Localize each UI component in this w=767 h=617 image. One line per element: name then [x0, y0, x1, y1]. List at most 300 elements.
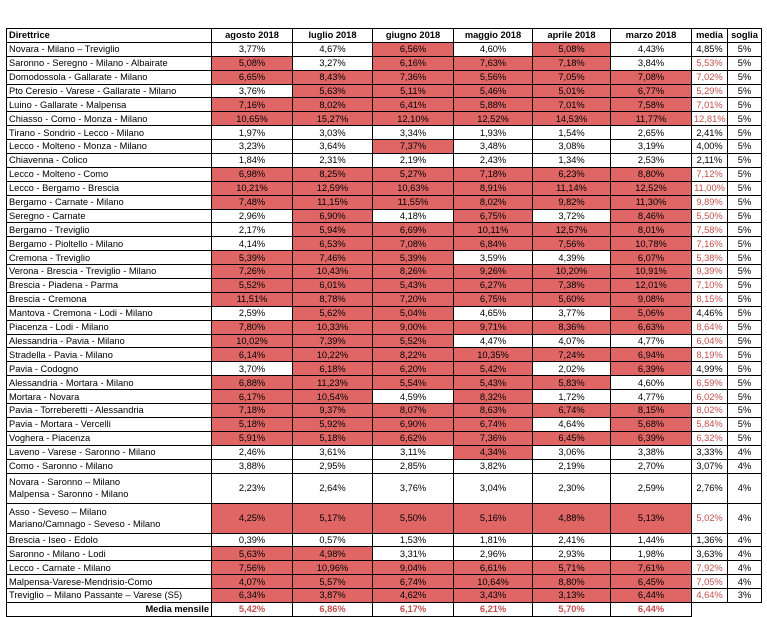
media-cell: 11,00% [692, 181, 728, 195]
month-value-cell: 10,33% [293, 320, 373, 334]
soglia-cell: 4% [728, 503, 762, 533]
month-value-cell: 4,47% [454, 334, 533, 348]
route-cell: Voghera - Piacenza [7, 431, 212, 445]
footer-row [7, 602, 762, 616]
month-value-cell: 2,41% [533, 533, 611, 547]
month-value-cell: 1,72% [533, 390, 611, 404]
month-value-cell: 10,20% [533, 265, 611, 279]
month-value-cell: 7,56% [212, 561, 293, 575]
month-value-cell: 7,36% [373, 70, 454, 84]
route-cell: Seregno - Carnate [7, 209, 212, 223]
header-row [7, 29, 762, 43]
month-value-cell: 4,25% [212, 503, 293, 533]
soglia-cell: 5% [728, 306, 762, 320]
table-row [7, 292, 762, 306]
month-value-cell: 3,08% [533, 140, 611, 154]
month-value-cell: 3,77% [533, 306, 611, 320]
month-value-cell: 10,21% [212, 181, 293, 195]
month-value-cell: 6,16% [373, 56, 454, 70]
route-cell: Lecco - Bergamo - Brescia [7, 181, 212, 195]
table-row [7, 306, 762, 320]
month-value-cell: 6,53% [293, 237, 373, 251]
soglia-cell: 3% [728, 589, 762, 603]
month-value-cell: 3,03% [293, 126, 373, 140]
month-value-cell: 8,25% [293, 167, 373, 181]
month-value-cell: 5,17% [293, 503, 373, 533]
month-value-cell: 11,77% [611, 112, 692, 126]
month-value-cell: 6,74% [373, 575, 454, 589]
month-value-cell: 6,62% [373, 431, 454, 445]
month-value-cell: 3,31% [373, 547, 454, 561]
month-value-cell: 3,13% [533, 589, 611, 603]
month-value-cell: 9,26% [454, 265, 533, 279]
month-value-cell: 7,38% [533, 279, 611, 293]
month-value-cell: 7,24% [533, 348, 611, 362]
month-value-cell: 7,26% [212, 265, 293, 279]
month-value-cell: 3,87% [293, 589, 373, 603]
month-value-cell: 10,63% [373, 181, 454, 195]
month-value-cell: 11,23% [293, 376, 373, 390]
table-row [7, 251, 762, 265]
soglia-cell: 4% [728, 459, 762, 473]
soglia-cell: 5% [728, 404, 762, 418]
table-row [7, 445, 762, 459]
media-cell: 4,64% [692, 589, 728, 603]
month-value-cell: 2,19% [533, 459, 611, 473]
month-value-cell: 2,64% [293, 473, 373, 503]
month-value-cell: 12,52% [611, 181, 692, 195]
table-row [7, 167, 762, 181]
month-value-cell: 6,90% [373, 417, 454, 431]
table-row [7, 98, 762, 112]
month-value-cell: 6,77% [611, 84, 692, 98]
soglia-cell: 4% [728, 575, 762, 589]
month-value-cell: 4,67% [293, 42, 373, 56]
month-value-cell: 4,07% [533, 334, 611, 348]
soglia-cell: 5% [728, 362, 762, 376]
month-value-cell: 4,14% [212, 237, 293, 251]
header-giugno: giugno 2018 [373, 29, 454, 43]
route-cell: Bergamo - Treviglio [7, 223, 212, 237]
media-cell: 4,00% [692, 140, 728, 154]
header-direttrice: Direttrice [7, 29, 212, 43]
route-cell: Brescia - Iseo - Edolo [7, 533, 212, 547]
month-value-cell: 5,92% [293, 417, 373, 431]
month-value-cell: 7,18% [212, 404, 293, 418]
month-value-cell: 5,52% [212, 279, 293, 293]
month-value-cell: 10,43% [293, 265, 373, 279]
route-cell: Laveno - Varese - Saronno - Milano [7, 445, 212, 459]
soglia-cell: 5% [728, 42, 762, 56]
route-cell: Como - Saronno - Milano [7, 459, 212, 473]
month-value-cell: 10,35% [454, 348, 533, 362]
table-row [7, 547, 762, 561]
month-value-cell: 12,01% [611, 279, 692, 293]
month-value-cell: 7,36% [454, 431, 533, 445]
table-row [7, 237, 762, 251]
month-value-cell: 4,60% [454, 42, 533, 56]
month-value-cell: 5,57% [293, 575, 373, 589]
month-value-cell: 7,01% [533, 98, 611, 112]
month-value-cell: 2,19% [373, 154, 454, 168]
month-value-cell: 11,15% [293, 195, 373, 209]
route-cell: Novara - Milano – Treviglio [7, 42, 212, 56]
table-row [7, 112, 762, 126]
soglia-cell: 5% [728, 390, 762, 404]
month-value-cell: 7,08% [373, 237, 454, 251]
media-cell: 8,19% [692, 348, 728, 362]
month-value-cell: 8,46% [611, 209, 692, 223]
month-value-cell: 8,26% [373, 265, 454, 279]
route-cell: Piacenza - Lodi - Milano [7, 320, 212, 334]
month-value-cell: 6,44% [611, 589, 692, 603]
media-cell: 7,16% [692, 237, 728, 251]
month-value-cell: 5,63% [293, 84, 373, 98]
month-value-cell: 12,10% [373, 112, 454, 126]
month-value-cell: 8,01% [611, 223, 692, 237]
media-cell: 5,53% [692, 56, 728, 70]
soglia-cell: 5% [728, 126, 762, 140]
month-value-cell: 5,54% [373, 376, 454, 390]
media-cell: 4,46% [692, 306, 728, 320]
month-value-cell: 7,63% [454, 56, 533, 70]
month-value-cell: 6,45% [533, 431, 611, 445]
soglia-cell: 5% [728, 195, 762, 209]
route-cell: Chiavenna - Colico [7, 154, 212, 168]
soglia-cell: 5% [728, 70, 762, 84]
soglia-cell: 5% [728, 376, 762, 390]
route-cell: Luino - Gallarate - Malpensa [7, 98, 212, 112]
soglia-cell: 5% [728, 251, 762, 265]
month-value-cell: 2,46% [212, 445, 293, 459]
route-cell: Domodossola - Gallarate - Milano [7, 70, 212, 84]
month-value-cell: 5,43% [454, 376, 533, 390]
month-value-cell: 6,07% [611, 251, 692, 265]
month-value-cell: 4,88% [533, 503, 611, 533]
table-row [7, 362, 762, 376]
month-value-cell: 7,56% [533, 237, 611, 251]
table-row [7, 473, 762, 503]
footer-value: 6,21% [454, 602, 533, 616]
route-cell: Lecco - Molteno - Como [7, 167, 212, 181]
footer-empty [728, 602, 762, 616]
month-value-cell: 5,88% [454, 98, 533, 112]
table-row [7, 503, 762, 533]
month-value-cell: 3,72% [533, 209, 611, 223]
soglia-cell: 4% [728, 473, 762, 503]
soglia-cell: 5% [728, 334, 762, 348]
month-value-cell: 3,27% [293, 56, 373, 70]
route-cell: Mantova - Cremona - Lodi - Milano [7, 306, 212, 320]
month-value-cell: 2,31% [293, 154, 373, 168]
month-value-cell: 8,91% [454, 181, 533, 195]
month-value-cell: 4,64% [533, 417, 611, 431]
month-value-cell: 8,63% [454, 404, 533, 418]
month-value-cell: 6,17% [212, 390, 293, 404]
header-aprile: aprile 2018 [533, 29, 611, 43]
soglia-cell: 4% [728, 445, 762, 459]
month-value-cell: 6,98% [212, 167, 293, 181]
table-row [7, 154, 762, 168]
soglia-cell: 4% [728, 561, 762, 575]
route-cell: Brescia - Piadena - Parma [7, 279, 212, 293]
month-value-cell: 3,34% [373, 126, 454, 140]
month-value-cell: 2,65% [611, 126, 692, 140]
month-value-cell: 4,77% [611, 390, 692, 404]
month-value-cell: 2,95% [293, 459, 373, 473]
month-value-cell: 2,02% [533, 362, 611, 376]
month-value-cell: 5,56% [454, 70, 533, 84]
soglia-cell: 5% [728, 167, 762, 181]
month-value-cell: 4,18% [373, 209, 454, 223]
month-value-cell: 6,63% [611, 320, 692, 334]
month-value-cell: 1,84% [212, 154, 293, 168]
media-cell: 1,36% [692, 533, 728, 547]
month-value-cell: 5,68% [611, 417, 692, 431]
month-value-cell: 10,02% [212, 334, 293, 348]
month-value-cell: 5,27% [373, 167, 454, 181]
soglia-cell: 5% [728, 431, 762, 445]
table-row [7, 279, 762, 293]
month-value-cell: 8,80% [533, 575, 611, 589]
table-row [7, 348, 762, 362]
month-value-cell: 8,32% [454, 390, 533, 404]
month-value-cell: 11,14% [533, 181, 611, 195]
table-row [7, 56, 762, 70]
table-row [7, 140, 762, 154]
month-value-cell: 3,88% [212, 459, 293, 473]
route-cell: Alessandria - Mortara - Milano [7, 376, 212, 390]
route-cell: Saronno - Milano - Lodi [7, 547, 212, 561]
route-cell: Verona - Brescia - Treviglio - Milano [7, 265, 212, 279]
table-row [7, 589, 762, 603]
month-value-cell: 11,55% [373, 195, 454, 209]
month-value-cell: 7,16% [212, 98, 293, 112]
month-value-cell: 3,11% [373, 445, 454, 459]
month-value-cell: 4,65% [454, 306, 533, 320]
month-value-cell: 5,11% [373, 84, 454, 98]
route-cell: Novara - Saronno – Milano Malpensa - Saronno - Milano [7, 473, 212, 503]
month-value-cell: 10,54% [293, 390, 373, 404]
month-value-cell: 7,58% [611, 98, 692, 112]
route-cell: Pavia - Mortara - Vercelli [7, 417, 212, 431]
month-value-cell: 1,44% [611, 533, 692, 547]
media-cell: 3,63% [692, 547, 728, 561]
route-cell: Malpensa-Varese-Mendrisio-Como [7, 575, 212, 589]
month-value-cell: 6,39% [611, 362, 692, 376]
month-value-cell: 4,59% [373, 390, 454, 404]
month-value-cell: 8,02% [293, 98, 373, 112]
month-value-cell: 8,36% [533, 320, 611, 334]
route-cell: Tirano - Sondrio - Lecco - Milano [7, 126, 212, 140]
month-value-cell: 5,08% [212, 56, 293, 70]
month-value-cell: 6,14% [212, 348, 293, 362]
media-cell: 5,50% [692, 209, 728, 223]
media-cell: 7,02% [692, 70, 728, 84]
route-cell: Pto Ceresio - Varese - Gallarate - Milano [7, 84, 212, 98]
route-cell: Mortara - Novara [7, 390, 212, 404]
media-cell: 6,04% [692, 334, 728, 348]
month-value-cell: 3,59% [454, 251, 533, 265]
route-cell: Lecco - Molteno - Monza - Milano [7, 140, 212, 154]
month-value-cell: 7,18% [533, 56, 611, 70]
month-value-cell: 2,96% [454, 547, 533, 561]
month-value-cell: 8,43% [293, 70, 373, 84]
month-value-cell: 6,56% [373, 42, 454, 56]
month-value-cell: 1,97% [212, 126, 293, 140]
month-value-cell: 6,75% [454, 209, 533, 223]
month-value-cell: 1,98% [611, 547, 692, 561]
media-cell: 8,02% [692, 404, 728, 418]
month-value-cell: 8,15% [611, 404, 692, 418]
month-value-cell: 6,45% [611, 575, 692, 589]
footer-value: 5,42% [212, 602, 293, 616]
table-row [7, 70, 762, 84]
soglia-cell: 5% [728, 181, 762, 195]
soglia-cell: 5% [728, 279, 762, 293]
table-row [7, 575, 762, 589]
media-cell: 7,12% [692, 167, 728, 181]
route-cell: Asso - Seveso – Milano Mariano/Camnago - Seveso - Milano [7, 503, 212, 533]
month-value-cell: 4,98% [293, 547, 373, 561]
soglia-cell: 5% [728, 265, 762, 279]
month-value-cell: 6,94% [611, 348, 692, 362]
month-value-cell: 3,48% [454, 140, 533, 154]
month-value-cell: 5,39% [373, 251, 454, 265]
soglia-cell: 4% [728, 533, 762, 547]
soglia-cell: 5% [728, 140, 762, 154]
month-value-cell: 3,82% [454, 459, 533, 473]
month-value-cell: 5,62% [293, 306, 373, 320]
soglia-cell: 5% [728, 154, 762, 168]
media-cell: 5,84% [692, 417, 728, 431]
month-value-cell: 5,39% [212, 251, 293, 265]
media-cell: 4,99% [692, 362, 728, 376]
table-row [7, 265, 762, 279]
header-soglia: soglia [728, 29, 762, 43]
footer-value: 6,17% [373, 602, 454, 616]
month-value-cell: 4,60% [611, 376, 692, 390]
media-cell: 3,07% [692, 459, 728, 473]
table-row [7, 459, 762, 473]
month-value-cell: 2,59% [212, 306, 293, 320]
month-value-cell: 8,22% [373, 348, 454, 362]
footer-value: 6,44% [611, 602, 692, 616]
month-value-cell: 9,04% [373, 561, 454, 575]
table-row [7, 195, 762, 209]
route-cell: Saronno - Seregno - Milano - Albairate [7, 56, 212, 70]
table-row [7, 533, 762, 547]
media-cell: 8,15% [692, 292, 728, 306]
month-value-cell: 5,50% [373, 503, 454, 533]
month-value-cell: 6,75% [454, 292, 533, 306]
month-value-cell: 6,18% [293, 362, 373, 376]
month-value-cell: 2,43% [454, 154, 533, 168]
month-value-cell: 5,91% [212, 431, 293, 445]
month-value-cell: 6,01% [293, 279, 373, 293]
month-value-cell: 5,06% [611, 306, 692, 320]
month-value-cell: 1,93% [454, 126, 533, 140]
table-row [7, 431, 762, 445]
table-row [7, 126, 762, 140]
route-cell: Treviglio – Milano Passante – Varese (S5) [7, 589, 212, 603]
soglia-cell: 5% [728, 112, 762, 126]
media-cell: 7,92% [692, 561, 728, 575]
table-row [7, 376, 762, 390]
soglia-cell: 5% [728, 417, 762, 431]
soglia-cell: 5% [728, 98, 762, 112]
soglia-cell: 5% [728, 320, 762, 334]
header-luglio: luglio 2018 [293, 29, 373, 43]
month-value-cell: 10,11% [454, 223, 533, 237]
month-value-cell: 12,52% [454, 112, 533, 126]
month-value-cell: 5,04% [373, 306, 454, 320]
media-cell: 6,32% [692, 431, 728, 445]
month-value-cell: 8,07% [373, 404, 454, 418]
month-value-cell: 6,69% [373, 223, 454, 237]
month-value-cell: 5,13% [611, 503, 692, 533]
month-value-cell: 5,60% [533, 292, 611, 306]
month-value-cell: 7,08% [611, 70, 692, 84]
soglia-cell: 5% [728, 223, 762, 237]
month-value-cell: 2,59% [611, 473, 692, 503]
header-agosto: agosto 2018 [212, 29, 293, 43]
month-value-cell: 2,70% [611, 459, 692, 473]
month-value-cell: 3,38% [611, 445, 692, 459]
month-value-cell: 5,01% [533, 84, 611, 98]
month-value-cell: 5,43% [373, 279, 454, 293]
month-value-cell: 4,07% [212, 575, 293, 589]
media-cell: 3,33% [692, 445, 728, 459]
month-value-cell: 12,57% [533, 223, 611, 237]
media-cell: 9,89% [692, 195, 728, 209]
route-cell: Alessandria - Pavia - Milano [7, 334, 212, 348]
month-value-cell: 3,76% [212, 84, 293, 98]
media-cell: 5,29% [692, 84, 728, 98]
route-cell: Bergamo - Carnate - Milano [7, 195, 212, 209]
month-value-cell: 6,34% [212, 589, 293, 603]
month-value-cell: 6,20% [373, 362, 454, 376]
table-body [7, 42, 762, 602]
soglia-cell: 5% [728, 209, 762, 223]
month-value-cell: 6,88% [212, 376, 293, 390]
month-value-cell: 5,71% [533, 561, 611, 575]
media-cell: 12,81% [692, 112, 728, 126]
month-value-cell: 10,65% [212, 112, 293, 126]
month-value-cell: 3,84% [611, 56, 692, 70]
route-cell: Lecco - Carnate - Milano [7, 561, 212, 575]
table-row [7, 561, 762, 575]
media-cell: 7,10% [692, 279, 728, 293]
month-value-cell: 1,34% [533, 154, 611, 168]
month-value-cell: 8,78% [293, 292, 373, 306]
header-media: media [692, 29, 728, 43]
media-cell: 2,76% [692, 473, 728, 503]
month-value-cell: 0,57% [293, 533, 373, 547]
month-value-cell: 7,61% [611, 561, 692, 575]
soglia-cell: 4% [728, 547, 762, 561]
media-cell: 2,41% [692, 126, 728, 140]
month-value-cell: 3,04% [454, 473, 533, 503]
month-value-cell: 3,43% [454, 589, 533, 603]
month-value-cell: 7,39% [293, 334, 373, 348]
month-value-cell: 1,54% [533, 126, 611, 140]
month-value-cell: 4,62% [373, 589, 454, 603]
media-cell: 4,85% [692, 42, 728, 56]
footer-value: 5,70% [533, 602, 611, 616]
table-row [7, 320, 762, 334]
month-value-cell: 14,53% [533, 112, 611, 126]
